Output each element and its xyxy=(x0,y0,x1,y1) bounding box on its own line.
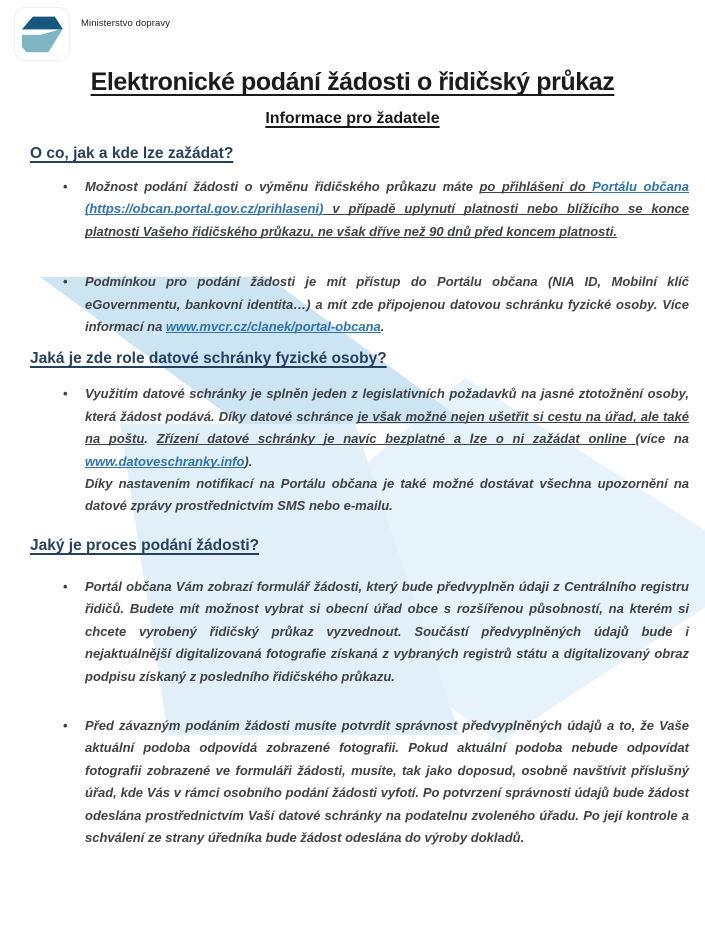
hyperlink[interactable]: www.datoveschranky.info xyxy=(85,453,245,469)
org-name: Ministerstvo dopravy xyxy=(81,18,171,29)
section-databox-role xyxy=(0,350,705,517)
bullet-paragraph xyxy=(85,383,689,473)
section-body xyxy=(85,383,689,517)
text-run: ). xyxy=(244,453,253,469)
bullet-paragraph xyxy=(85,176,689,243)
section-body xyxy=(85,576,689,849)
text-run: po přihlášení do xyxy=(479,179,593,194)
text-run: je však možné nejen ušetřit si cestu na úřad, ale také na poštu xyxy=(85,408,689,447)
text-run: . xyxy=(144,431,157,447)
text-run: Portál občana Vám zobrazí formulář žádosti, který bude předvyplněn údaji z Centrálního registru řidičů. Budete mít možnost vybrat si obecní úřad obce s rozšířenou působností, na kterém si chcete vyrobený řidičský průkaz vyzvednout. Součástí předvyplněných údajů bude i nejaktuálnější digitalizovaná fotografie získaná z vybraných registrů státu a digitalizovaný obraz podpisu získaný z posledního řidičského průkazu. xyxy=(85,578,689,684)
ministry-logo-icon xyxy=(20,13,64,55)
section-heading: Jaký je proces podání žádosti? xyxy=(30,536,260,554)
text-run: Před závazným podáním žádosti musíte potvrdit správnost předvyplněných údajů a to, že Vaše aktuální podoba odpovídá zobrazené fotografii. Pokud aktuální podoba nebude odpovídat fotografii zobrazené ve formuláři žádosti, musíte, tak jako doposud, osobně navštívit příslušný úřad, kde Vás v rámci osobního podání žádosti vyfotí. Po potvrzení správnosti údajů bude žádost odeslána prostřednictvím Vaší datové schránky na podatelnu zvoleného úřadu. Po její kontrole a schválení ze strany úředníka bude žádost odeslána do výroby dokladů. xyxy=(85,717,689,845)
bullet-paragraph xyxy=(85,715,689,849)
text-run: Využitím datové schránky je splněn jeden z legislativních požadavků na jasné ztotožnění osoby, která žádost podává. Díky datové schránce xyxy=(85,386,689,424)
document-header xyxy=(0,0,705,64)
ministry-logo xyxy=(15,8,69,60)
section-application-process xyxy=(0,537,705,849)
text-run: Možnost podání žádosti o výměnu řidičského průkazu máte xyxy=(85,179,480,194)
section-how-to-apply xyxy=(0,145,705,338)
continuation-paragraph xyxy=(85,473,689,518)
hyperlink[interactable]: (https://obcan.portal.gov.cz/prihlaseni) xyxy=(85,201,324,217)
document-title: Elektronické podání žádosti o řidičský průkaz xyxy=(90,68,615,96)
text-run: . xyxy=(380,319,385,335)
text-run: Podmínkou pro podání žádosti je mít přístup do Portálu občana (NIA ID, Mobilní klíč eGovernmentu, bankovní identita…) a mít zde připojenou datovou schránku fyzické osoby. Více informací na xyxy=(85,274,689,335)
section-body xyxy=(85,176,689,338)
bullet-paragraph xyxy=(85,576,689,688)
section-heading: O co, jak a kde lze zažádat? xyxy=(30,145,234,162)
hyperlink[interactable]: www.mvcr.cz/clanek/portal-obcana xyxy=(165,319,381,335)
text-run: (více na xyxy=(635,431,689,447)
bullet-paragraph xyxy=(85,271,689,338)
hyperlink[interactable]: Portálu občana xyxy=(592,179,689,194)
text-run: Díky nastavením notifikací na Portálu občana je také možné dostávat všechna upozornění na datové zprávy prostřednictvím SMS nebo e-mailu. xyxy=(85,476,689,514)
text-run: v případě uplynutí platnosti nebo blížícího se konce platnosti Vašeho řidičského průkazu, ne však dříve než 90 dnů před koncem platnosti. xyxy=(85,201,689,239)
text-run: Zřízení datové schránky je navíc bezplatné a lze o ni zažádat online xyxy=(156,431,636,447)
document-subtitle: Informace pro žadatele xyxy=(265,110,440,127)
section-heading: Jaká je zde role datové schránky fyzické osoby? xyxy=(30,350,387,368)
